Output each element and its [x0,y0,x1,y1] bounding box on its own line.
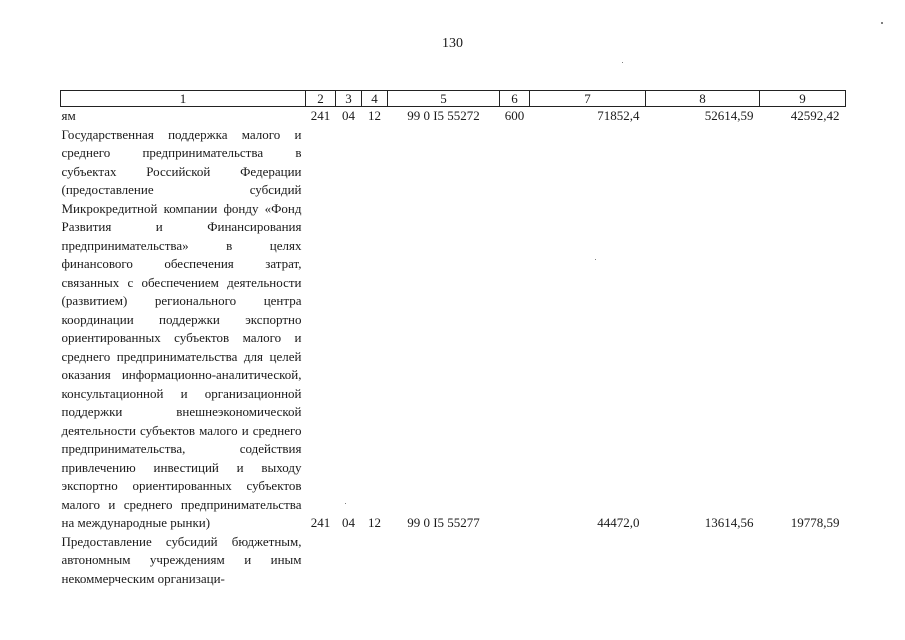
cell-col-8: 52614,59 [704,108,754,123]
row-name: ям [61,108,76,123]
cell-col-3: 04 [342,515,355,530]
header-col-2: 2 [306,91,336,107]
cell-col-5: 99 0 I5 55277 [407,515,480,530]
page-number: 130 [442,36,463,51]
row-name: Государственная поддержка малого и среднего предпринимательства в субъектах Российской Федерации (предоставление субсидий Микрокредитной компании фонду «Фонд Развития и Финансирования предпринимательства» в целях финансового обеспечения затрат, связанных с обеспечением деятельности (развитием) регионального центра координации поддержки экспортно ориентированных субъектов малого и среднего предпринимательства для целей оказания информационно-аналитической, консультационной и организационной поддержки внешнеэкономической деятельности субъектов малого и среднего предпринимательства, содействия привлечению инвестиций и выходу экспортно ориентированных субъектов малого и среднего предпринимательства на международные рынки) [61,126,302,530]
header-col-3: 3 [336,91,362,107]
scan-speck [881,22,883,24]
cell-col-4: 12 [368,108,381,123]
header-col-8: 8 [646,91,760,107]
header-col-7: 7 [530,91,646,107]
table-row [61,126,846,533]
cell-col-6 [500,514,530,570]
header-row [61,91,846,107]
cell-col-9: 19778,59 [790,515,840,530]
cell-col-2: 241 [310,515,331,530]
budget-table [60,90,846,588]
scan-speck [345,503,346,504]
scan-speck [595,259,596,260]
cell-col-6: 600 [504,108,525,123]
cell-col-3: 04 [342,108,355,123]
cell-col-7: 71852,4 [597,108,640,123]
cell-col-7: 44472,0 [597,515,640,530]
row-name: Предоставление субсидий бюджетным, автономным учреждениям и иным некоммерческим организаци- [61,533,302,586]
header-col-5: 5 [388,91,500,107]
header-col-9: 9 [760,91,846,107]
scan-speck [622,62,623,63]
table-row [61,533,846,589]
cell-col-2: 241 [310,108,331,123]
cell-col-4: 12 [368,515,381,530]
header-col-6: 6 [500,91,530,107]
header-col-4: 4 [362,91,388,107]
header-col-1: 1 [61,91,306,107]
cell-col-8: 13614,56 [704,515,754,530]
cell-col-5: 99 0 I5 55272 [407,108,480,123]
cell-col-9: 42592,42 [790,108,840,123]
